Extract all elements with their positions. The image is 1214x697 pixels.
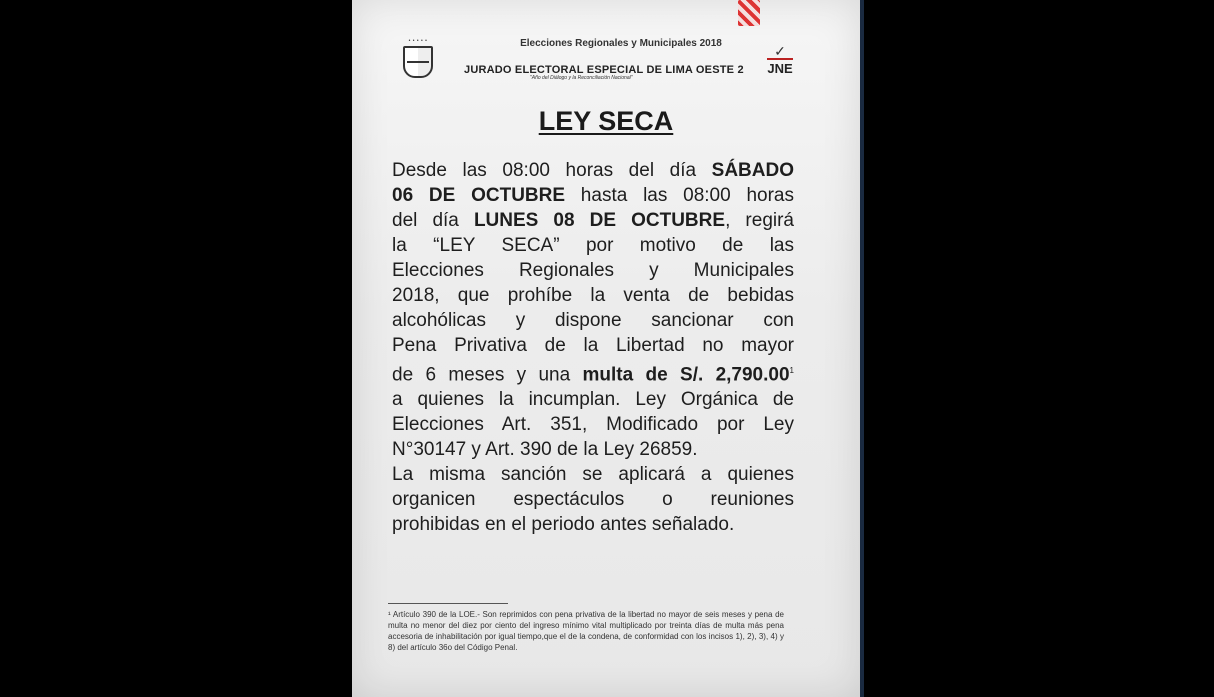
body-text: La misma sanción se aplicará a quienes [392,464,794,486]
tape-strip [738,0,760,26]
peru-coat-of-arms-icon: • • • • • [400,38,436,84]
body-line [392,308,794,333]
notice-title: LEY SECA [538,106,674,136]
body-line [392,333,794,358]
body-text: Elecciones Regionales y Municipales [392,260,794,281]
body-text: del día [392,210,474,231]
body-text: organicen espectáculos o reuniones [392,489,794,511]
body-text: alcohólicas y dispone sancionar con [392,310,794,331]
year-motto: "Año del Diálogo y la Reconciliación Nacional" [530,75,633,81]
body-text: a quienes la incumplan. Ley Orgánica de [392,389,794,411]
body-line [392,412,794,437]
body-text: la “LEY SECA” por motivo de las [392,235,794,256]
body-text: de 6 meses y una [392,364,583,386]
jurado-name: JURADO ELECTORAL ESPECIAL DE LIMA OESTE 2 [464,64,744,76]
footnote-marker: 1 [789,366,794,375]
body-line [392,258,794,283]
body-line [392,283,794,308]
background-edge [860,0,864,697]
body-text: Desde las 08:00 horas del día [392,160,712,181]
body-text: Elecciones Art. 351, Modificado por Ley [392,414,794,436]
notice-body [392,158,794,537]
body-line [392,387,794,412]
emphasis-text: SÁBADO [711,160,794,181]
body-text: prohibidas en el periodo antes señalado. [392,514,735,536]
jne-logo [756,44,804,84]
footnote-divider [388,603,508,604]
body-line [392,462,794,487]
body-text: N°30147 y Art. 390 de la Ley 26859. [392,439,698,461]
body-line [392,487,794,512]
body-line [392,208,794,233]
body-line [392,158,794,183]
emphasis-text: multa de S/. 2,790.00 [582,364,790,386]
jne-logo-text: JNE [767,58,792,76]
election-name: Elecciones Regionales y Municipales 2018 [520,38,722,49]
body-line [392,512,794,537]
body-text: Pena Privativa de la Libertad no mayor [392,335,794,356]
emphasis-text: LUNES 08 DE OCTUBRE [473,210,726,231]
emphasis-text: 06 DE OCTUBRE [392,185,566,206]
body-line [392,183,794,208]
body-text: 2018, que prohíbe la venta de bebidas [392,285,794,306]
footnote-text: ¹ Artículo 390 de la LOE.- Son reprimidos con pena privativa de la libertad no mayor de seis meses y pena de multa no menor del diez por ciento del ingreso mínimo vital multiplicado por treinta días de multa más pena accesoria de inhabilitación por igual tiempo,que el de la condena, de conformidad con los incisos 1), 2), 3), 4) y 8) del artículo 36o del Código Penal. [388,610,784,652]
jne-logo-icon: ✓ [774,43,786,59]
body-text: hasta las 08:00 horas [565,185,794,206]
body-line [392,233,794,258]
body-line [392,437,794,462]
body-text: , regirá [725,210,794,231]
notice-paper [352,0,860,697]
body-line [392,358,794,387]
